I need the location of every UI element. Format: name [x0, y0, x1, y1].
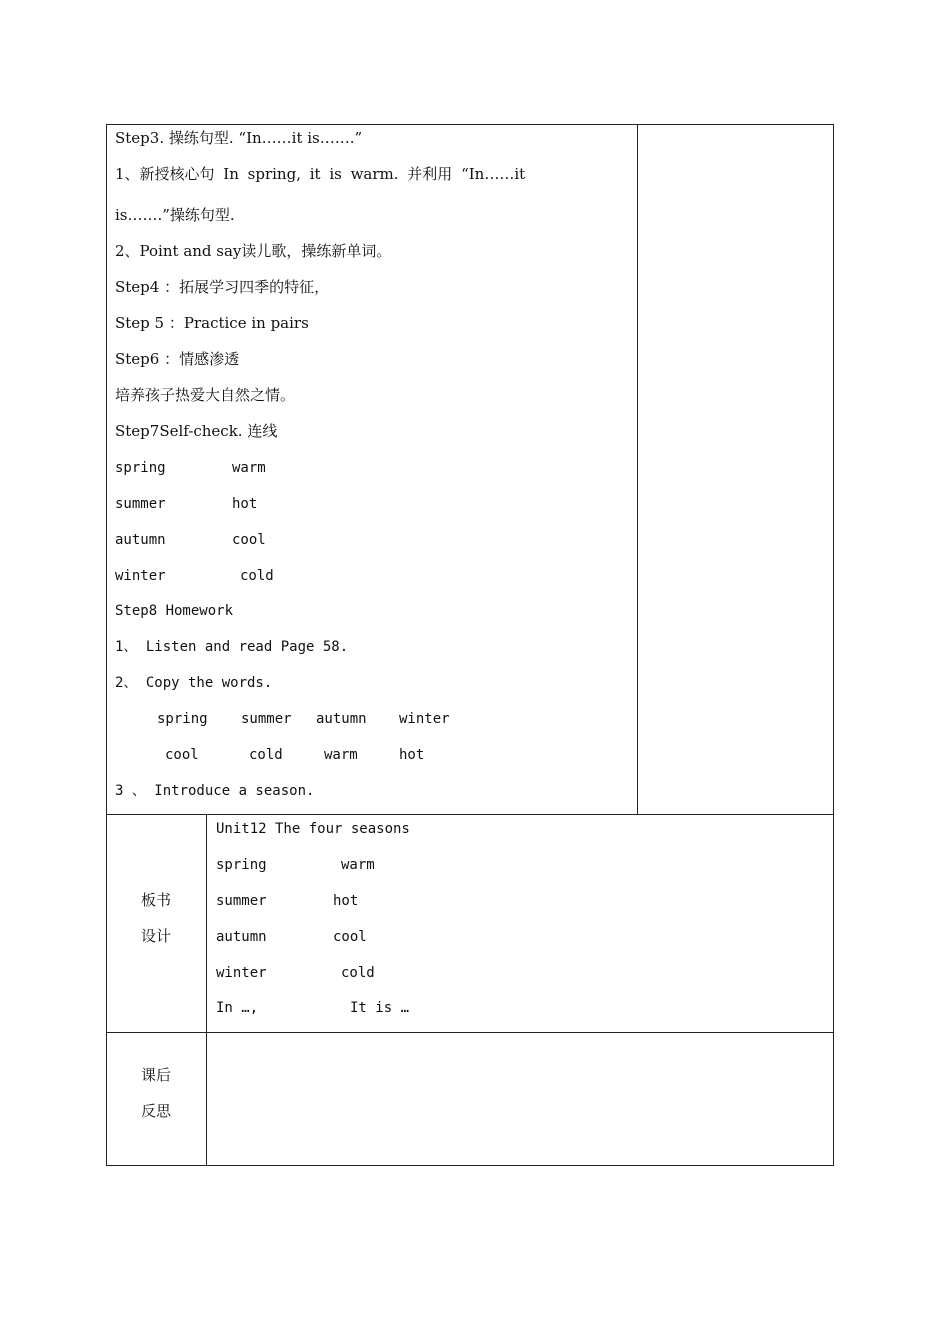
- table-border-left: [106, 124, 107, 1166]
- board-weather-1: warm: [341, 857, 375, 873]
- step4-heading: Step4 ：拓展学习四季的特征，: [115, 278, 330, 296]
- homework-word-winter: winter: [399, 711, 450, 727]
- step6-heading: Step6 ：情感渗透: [115, 350, 240, 368]
- table-border-top: [106, 124, 834, 125]
- board-weather-3: cool: [333, 929, 367, 945]
- step3-item1-line1: 1、新授核心句 In spring, it is warm. 并利用 “In……it: [115, 165, 526, 183]
- board-season-4: winter: [216, 965, 267, 981]
- homework-word-hot: hot: [399, 747, 425, 763]
- row-divider-reflection: [106, 1032, 834, 1033]
- match-season-3: autumn: [115, 532, 166, 548]
- match-weather-3: cool: [232, 532, 266, 548]
- board-season-1: spring: [216, 857, 267, 873]
- match-season-4: winter: [115, 568, 166, 584]
- homework-word-warm: warm: [324, 747, 358, 763]
- board-title: Unit12 The four seasons: [216, 821, 410, 837]
- homework-word-cool: cool: [165, 747, 199, 763]
- board-pattern-it-is: It is …: [350, 1000, 410, 1016]
- board-design-label-line1: 板书: [141, 891, 172, 909]
- reflection-label-line1: 课后: [141, 1066, 172, 1084]
- step6-detail: 培养孩子热爱大自然之情。: [115, 386, 296, 404]
- homework-item1: 1、 Listen and read Page 58.: [115, 639, 349, 655]
- step8-heading: Step8 Homework: [115, 603, 234, 619]
- table-border-bottom: [106, 1165, 834, 1166]
- homework-item3: 3 、 Introduce a season.: [115, 783, 315, 799]
- match-weather-1: warm: [232, 460, 266, 476]
- match-weather-2: hot: [232, 496, 258, 512]
- homework-word-cold: cold: [249, 747, 283, 763]
- table-border-right: [833, 124, 834, 1166]
- step7-heading: Step7Self-check. 连线: [115, 422, 278, 440]
- step3-item1-line2: is…….”操练句型.: [115, 206, 235, 224]
- step3-item2: 2、Point and say读儿歌，操练新单词。: [115, 242, 392, 260]
- column-divider-labels: [206, 814, 207, 1166]
- step5-heading: Step 5 ：Practice in pairs: [115, 314, 309, 332]
- board-pattern-in: In …,: [216, 1000, 259, 1016]
- reflection-label-line2: 反思: [141, 1102, 172, 1120]
- match-season-1: spring: [115, 460, 166, 476]
- board-weather-4: cold: [341, 965, 375, 981]
- board-design-label-line2: 设计: [141, 927, 172, 945]
- column-divider-notes: [637, 124, 638, 814]
- homework-word-summer: summer: [241, 711, 292, 727]
- row-divider-board: [106, 814, 834, 815]
- board-season-3: autumn: [216, 929, 267, 945]
- homework-item2: 2、 Copy the words.: [115, 675, 273, 691]
- match-season-2: summer: [115, 496, 166, 512]
- board-season-2: summer: [216, 893, 267, 909]
- homework-word-spring: spring: [157, 711, 208, 727]
- board-weather-2: hot: [333, 893, 359, 909]
- homework-word-autumn: autumn: [316, 711, 367, 727]
- match-weather-4: cold: [240, 568, 274, 584]
- step3-heading: Step3. 操练句型. “In……it is…….”: [115, 129, 363, 147]
